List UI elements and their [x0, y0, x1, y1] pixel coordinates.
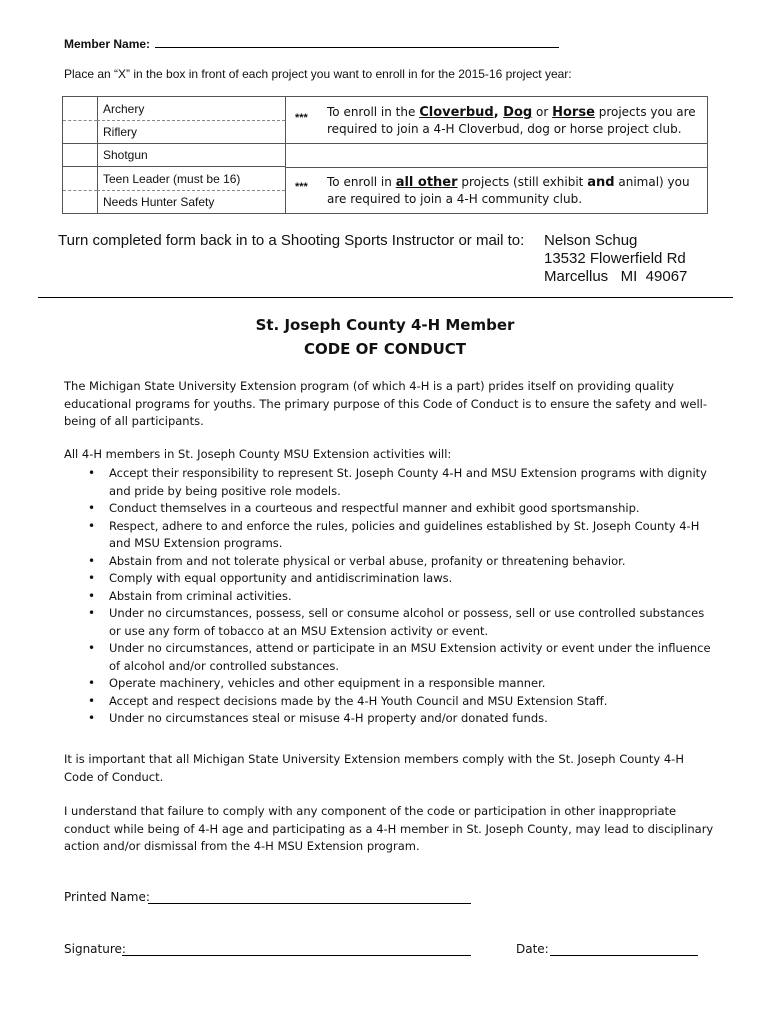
note-text: To enroll in the: [327, 105, 420, 119]
date-field[interactable]: [550, 955, 698, 956]
note-cloverbud: [327, 104, 707, 138]
project-table: [62, 96, 708, 214]
page-title: St. Joseph County 4-H Member: [255, 316, 515, 334]
note-text: projects (still exhibit: [457, 175, 588, 189]
list-item: • Operate machinery, vehicles and other equipment in a responsible manner.: [64, 675, 714, 693]
note-emphasis: all other: [395, 175, 458, 190]
note-divider: [285, 167, 707, 168]
project-row: [97, 190, 285, 213]
member-name-row: [64, 36, 559, 51]
note-stars: ***: [295, 112, 308, 124]
intro-paragraph: The Michigan State University Extension program (of which 4-H is a part) prides itself on providing quality educational programs for youths. The primary purpose of this Code of Conduct is to ensure the safety and well-being of all participants.: [64, 379, 707, 428]
checkbox-archery[interactable]: [63, 97, 97, 121]
checkbox-teen-leader[interactable]: [63, 167, 97, 191]
list-item: • Comply with equal opportunity and antidiscrimination laws.: [64, 570, 714, 588]
checkbox-hunter-safety[interactable]: [63, 190, 97, 213]
note-emphasis: Horse: [552, 105, 595, 120]
note-text: ,: [493, 105, 504, 120]
project-label: Teen Leader (must be 16): [103, 172, 241, 186]
list-item: • Accept and respect decisions made by the 4-H Youth Council and MSU Extension Staff.: [64, 693, 714, 711]
checkbox-shotgun[interactable]: [63, 143, 97, 167]
project-label: Riflery: [103, 125, 138, 139]
mailing-address: [544, 232, 687, 286]
note-emphasis: and: [587, 175, 615, 190]
signature-label: Signature:: [64, 942, 126, 956]
signature-field[interactable]: [122, 955, 471, 956]
project-row: [97, 97, 285, 121]
date-label: Date:: [516, 942, 549, 956]
page-subtitle: CODE OF CONDUCT: [303, 340, 467, 358]
project-label: Shotgun: [103, 148, 148, 162]
note-divider: [285, 143, 707, 144]
note-community: [327, 174, 707, 208]
bullets-lead: All 4-H members in St. Joseph County MSU Extension activities will:: [64, 447, 452, 461]
note-emphasis: Cloverbud: [419, 105, 494, 120]
list-item: • Under no circumstances, possess, sell or consume alcohol or possess, sell or use controlled substances or use any form of tobacco at an MSU Extension activity or event.: [64, 605, 714, 640]
project-row: [97, 120, 285, 144]
compliance-paragraph: It is important that all Michigan State University Extension members comply with the St. Joseph County 4-H Code of Conduct.: [64, 752, 684, 784]
project-label: Archery: [103, 102, 145, 116]
address-city: Marcellus MI 49067: [544, 268, 688, 285]
address-street: 13532 Flowerfield Rd: [544, 250, 686, 267]
member-name-label: Member Name:: [64, 37, 151, 51]
address-name: Nelson Schug: [544, 232, 638, 249]
checkbox-riflery[interactable]: [63, 120, 97, 144]
list-item: • Respect, adhere to and enforce the rules, policies and guidelines established by St. Joseph County 4-H and MSU Extension programs.: [64, 518, 714, 553]
printed-name-label: Printed Name:: [64, 890, 150, 904]
note-text: animal) you are required to join a 4-H community club.: [327, 175, 690, 206]
list-item: • Accept their responsibility to represent St. Joseph County 4-H and MSU Extension programs with dignity and pride by being positive role models.: [64, 465, 714, 500]
note-emphasis: Dog: [503, 105, 533, 120]
project-label: Needs Hunter Safety: [103, 195, 215, 209]
note-text: To enroll in: [327, 175, 396, 189]
note-text: or: [532, 105, 553, 119]
list-item: • Under no circumstances, attend or participate in an MSU Extension activity or event under the influence of alcohol and/or controlled substances.: [64, 640, 714, 675]
list-item: • Abstain from criminal activities.: [64, 588, 714, 606]
list-item: • Abstain from and not tolerate physical or verbal abuse, profanity or threatening behavior.: [64, 553, 714, 571]
list-item: • Under no circumstances steal or misuse 4-H property and/or donated funds.: [64, 710, 714, 728]
project-row: [97, 143, 285, 167]
list-item: • Conduct themselves in a courteous and respectful manner and exhibit good sportsmanship.: [64, 500, 714, 518]
section-divider: [38, 297, 733, 298]
note-stars: ***: [295, 181, 308, 193]
printed-name-field[interactable]: [148, 903, 471, 904]
project-name-column: [97, 97, 286, 213]
member-name-field[interactable]: [155, 36, 559, 48]
note-text: projects you are required to join a 4-H Cloverbud, dog or horse project club.: [327, 105, 696, 136]
acknowledgement-paragraph: I understand that failure to comply with any component of the code or participation in other inappropriate conduct while being of 4-H age and participating as a 4-H member in St. Joseph County, may lead to disciplinary action and/or dismissal from the 4-H MSU Extension program.: [64, 804, 714, 853]
conduct-list: [64, 465, 714, 728]
project-row: [97, 167, 285, 191]
enroll-instruction: Place an “X” in the box in front of each project you want to enroll in for the 2015-16 project year:: [64, 67, 572, 81]
turn-in-instruction: Turn completed form back in to a Shooting Sports Instructor or mail to:: [58, 232, 525, 249]
checkbox-column: [63, 97, 98, 213]
